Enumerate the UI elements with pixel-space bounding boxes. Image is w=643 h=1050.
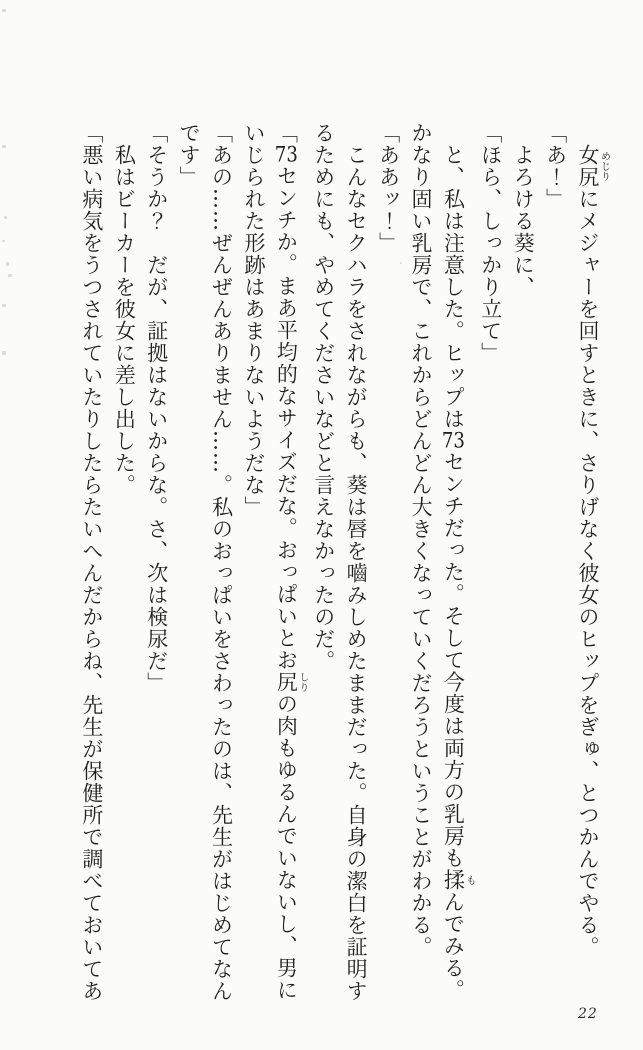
furigana-ruby: 女尻めじり (576, 144, 610, 188)
text-column: 「悪い病気をうつされていたりしたらたいへんだからね、先生が保健所で調べておいてあ (79, 122, 104, 1002)
paper-speck (4, 216, 7, 219)
text-column: いじられた形跡はあまりないようだな」 (241, 122, 266, 518)
paper-speck (2, 9, 6, 12)
text-column: 「そうか？ だが、証拠はないからな。さ、次は検尿だ」 (144, 122, 169, 694)
text-column: 「あの……ぜんぜんありません……。私のおっぱいをさわったのは、先生がはじめてなん (209, 122, 234, 1002)
paper-speck (2, 304, 6, 307)
text-column: 「ああッ！」 (376, 122, 401, 254)
paper-speck (8, 274, 12, 277)
furigana-ruby: 揉も (441, 869, 475, 891)
text-column: 「ほら、しっかり立て」 (478, 122, 503, 364)
text-column: 私はビーカーを彼女に差し出した。 (112, 144, 137, 496)
paper-speck (2, 240, 5, 242)
text-column: 女尻めじりにメジャーを回すときに、さりげなく彼女のヒップをぎゅ、とつかんでやる。 (576, 144, 610, 958)
text-block (79, 122, 610, 1006)
text-column: るためにも、やめてくださいなどと言えなかったのだ。 (311, 122, 336, 672)
furigana-ruby: 尻しり (274, 671, 308, 693)
paper-speck (400, 262, 402, 264)
paper-speck (2, 351, 6, 355)
text-column: 「73センチか。まあ平均的なサイズだな。おっぱいとお尻しりの肉もゆるんでいないし、男に (274, 122, 308, 1001)
tate-chu-yoko-number: 73 (441, 430, 465, 451)
text-column: 「あ！」 (543, 122, 568, 210)
page-number: 22 (578, 1006, 598, 1022)
paper-speck (6, 262, 9, 266)
text-column: かなり固い乳房で、これからどんどん大きくなっていくだろうということがわかる。 (408, 122, 433, 958)
paper-speck (2, 145, 6, 148)
text-column: こんなセクハラをされながらも、葵は唇を嚙みしめたままだった。自身の潔白を証明す (344, 144, 369, 1002)
text-column: と、私は注意した。ヒップは73センチだった。そして今度は両方の乳房も揉もんでみる。 (441, 144, 475, 1001)
text-column: よろける葵に、 (511, 144, 536, 298)
tate-chu-yoko-number: 73 (274, 144, 298, 165)
text-column: です」 (177, 122, 202, 188)
